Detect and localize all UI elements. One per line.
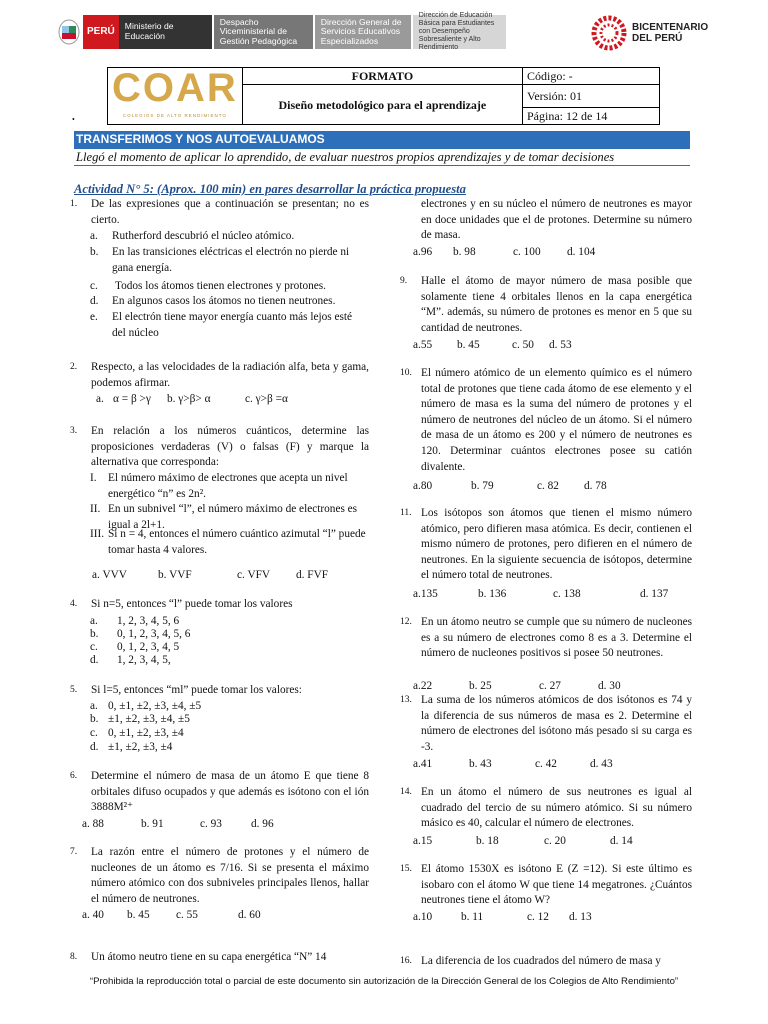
option-text: ±1, ±2, ±3, ±4, ±5 — [108, 713, 190, 725]
option: d. 14 — [610, 835, 633, 847]
question-number: 4. — [70, 599, 78, 609]
option: c. 50 — [512, 339, 534, 351]
option: d. — [90, 741, 99, 753]
bicentenario-logo — [590, 14, 708, 52]
option: d. 137 — [640, 588, 669, 600]
question-text: Halle el átomo de mayor número de masa posible que solamente tiene 4 orbitales llenos en la capa energética “M”. además, su número de protones es menor en 5 que su cantidad de neutrones. — [421, 275, 692, 334]
viceministry-box: Despacho Viceministerial de Gestión Pedagógica — [214, 15, 313, 49]
option: c. 93 — [200, 818, 222, 830]
option: d. 13 — [569, 911, 592, 923]
option-text: 0, ±1, ±2, ±3, ±4, ±5 — [108, 700, 202, 712]
question-text: La diferencia de los cuadrados del número de masa y — [421, 955, 661, 967]
format-subtitle: Diseño metodológico para el aprendizaje — [242, 85, 522, 125]
option: a. — [96, 393, 104, 405]
option: d. — [90, 295, 99, 307]
item-number: II. — [90, 503, 101, 515]
option: d. 78 — [584, 480, 607, 492]
option: d. 60 — [238, 909, 261, 921]
peru-label: PERÚ — [83, 15, 119, 49]
option: a.22 — [413, 680, 433, 692]
question-text: La razón entre el número de protones y el número de nucleones de un átomo es 7/16. Si se presenta el máximo número atómico con dos subniveles principales llenos, hallar el número de neutrones. — [91, 846, 369, 905]
option: b. 91 — [141, 818, 164, 830]
option: a.96 — [413, 246, 433, 258]
item-text: Si n = 4, entonces el número cuántico azimutal “l” puede tomar hasta 4 valores. — [108, 528, 366, 556]
item-text: En un subnivel “l”, el número máximo de electrones es igual a 2l+1. — [108, 503, 358, 531]
question-text: Respecto, a las velocidades de la radiación alfa, beta y gama, podemos afirmar. — [91, 361, 369, 389]
option: c. 55 — [176, 909, 198, 921]
peru-logo — [55, 15, 119, 49]
option: b. 11 — [461, 911, 484, 923]
option: b. 98 — [453, 246, 476, 258]
option: a.10 — [413, 911, 433, 923]
option: c. — [90, 727, 98, 739]
option: c. 138 — [553, 588, 581, 600]
gov-header — [55, 14, 506, 50]
ministry-box: Ministerio de Educación — [119, 15, 212, 49]
option: a.135 — [413, 588, 438, 600]
question-text: En un átomo neutro se cumple que su número de nucleones es a su número de electrones como 8 es a 3. Determine el número de nucleones positivos si posee 50 neutrones. — [421, 616, 692, 660]
question-number: 14. — [400, 787, 412, 797]
option: b. 25 — [469, 680, 492, 692]
option: b. 18 — [476, 835, 499, 847]
option-text: ±1, ±2, ±3, ±4 — [108, 741, 173, 753]
option-text: 1, 2, 3, 4, 5, — [117, 654, 171, 666]
option: b. 79 — [471, 480, 494, 492]
question-text: Determine el número de masa de un átomo E que tiene 8 orbitales difuso ocupados y que además es isótono con el ión 3888M²⁺ — [91, 770, 369, 814]
question-number: 5. — [70, 685, 78, 695]
question-text: Si l=5, entonces “ml” puede tomar los valores: — [91, 684, 302, 696]
question-number: 13. — [400, 695, 412, 705]
option: a.41 — [413, 758, 433, 770]
question-number: 8. — [70, 952, 78, 962]
option-text: 0, 1, 2, 3, 4, 5 — [117, 641, 180, 653]
option: a. 88 — [82, 818, 104, 830]
question-number: 7. — [70, 847, 78, 857]
option: c. 82 — [537, 480, 559, 492]
option: c. 20 — [544, 835, 566, 847]
option: c. 42 — [535, 758, 557, 770]
option: c. — [90, 280, 98, 292]
bicentenario-icon — [590, 14, 628, 52]
question-number: 12. — [400, 617, 412, 627]
question-number: 11. — [400, 508, 412, 518]
direction-general-box: Dirección General de Servicios Educativos Especializados — [315, 15, 411, 49]
option: a. — [90, 700, 98, 712]
question-text: En relación a los números cuánticos, determine las proposiciones verdaderas (V) o falsas (F) y marque la alternativa que corresponda: — [91, 425, 369, 469]
question-text: La suma de los números atómicos de dos isótonos es 74 y la diferencia de sus números de masa es 2. Determine el número de electrones del isótono más pesado si su carga es -3. — [421, 694, 692, 753]
option: b. — [90, 628, 99, 640]
direction-box: Dirección de Educación Básica para Estudiantes con Desempeño Sobresaliente y Alto Rendimiento — [413, 15, 506, 49]
option: a.55 — [413, 339, 433, 351]
section-subtitle: Llegó el momento de aplicar lo aprendido, de evaluar nuestros propios aprendizajes y de tomar decisiones — [74, 148, 690, 166]
section-title: TRANSFERIMOS Y NOS AUTOEVALUAMOS — [74, 131, 690, 148]
pagina-cell: Página: 12 de 14 — [523, 108, 660, 125]
question-text: Un átomo neutro tiene en su capa energética “N” 14 — [91, 951, 327, 963]
item-number: I. — [90, 472, 97, 484]
question-text: En un átomo el número de sus neutrones es igual al cuadrado del tercio de su número atómico. Si su número másico es 40, calcular el número de electrones. — [421, 786, 692, 830]
question-8-continued: electrones y en su núcleo el número de neutrones es mayor en doce unidades que el de protones. Determine su número de masa. — [421, 198, 692, 242]
option: c. VFV — [237, 569, 271, 581]
bicentenario-label: BICENTENARIO — [632, 22, 709, 33]
option: b. VVF — [158, 569, 192, 581]
option: c. 12 — [527, 911, 549, 923]
option-text: En las transiciones eléctricas el electrón no pierde ni gana energía. — [112, 246, 350, 274]
activity-title: Actividad N° 5: (Aprox. 100 min) en pares desarrollar la práctica propuesta — [74, 182, 466, 196]
item-text: El número máximo de electrones que acepta un nivel energético “n” es 2n². — [108, 472, 348, 500]
option: d. FVF — [296, 569, 329, 581]
option: c. γ>β =α — [245, 393, 288, 405]
option: c. 100 — [513, 246, 541, 258]
question-number: 9. — [400, 276, 408, 286]
option: d. 53 — [549, 339, 572, 351]
option: d. — [90, 654, 99, 666]
question-number: 3. — [70, 426, 78, 436]
option-text: α = β >γ — [113, 393, 151, 405]
footer-notice: “Prohibida la reproducción total o parcial de este documento sin autorización de la Dirección General de los Colegios de Alto Rendimiento” — [89, 976, 679, 987]
option: b. 136 — [478, 588, 507, 600]
option-text: El electrón tiene mayor energía cuanto más lejos esté del núcleo — [112, 311, 353, 339]
option: e. — [90, 311, 98, 323]
question-text: De las expresiones que a continuación se presentan; no es cierto. — [91, 198, 369, 226]
option: a. — [90, 230, 98, 242]
version-cell: Versión: 01 — [523, 85, 660, 108]
question-text: Si n=5, entonces “l” puede tomar los valores — [91, 598, 293, 610]
option: c. 27 — [539, 680, 561, 692]
coar-logo-text: COAR — [112, 66, 238, 110]
coar-logo — [108, 68, 243, 125]
question-number: 1. — [70, 199, 78, 209]
coar-logo-sub: COLEGIOS DE ALTO RENDIMIENTO — [122, 113, 227, 118]
del-peru-label: DEL PERÚ — [632, 33, 683, 44]
codigo-cell: Código: - — [523, 68, 660, 85]
option-text: Todos los átomos tienen electrones y protones. — [115, 280, 326, 292]
option-text: 0, ±1, ±2, ±3, ±4 — [108, 727, 184, 739]
option-text: En algunos casos los átomos no tienen neutrones. — [112, 295, 336, 307]
option: b. — [90, 246, 99, 258]
item-number: III. — [90, 528, 105, 540]
option: d. 96 — [251, 818, 274, 830]
question-number: 10. — [400, 368, 412, 378]
option: d. 30 — [598, 680, 621, 692]
format-title: FORMATO — [242, 68, 522, 85]
option: d. 104 — [567, 246, 596, 258]
question-number: 2. — [70, 362, 78, 372]
option: a. 40 — [82, 909, 104, 921]
question-number: 15. — [400, 864, 412, 874]
question-text: El átomo 1530X es isótono E (Z =12). Si este último es isobaro con el átomo W que tiene 14 megatrones. ¿Cuántos neutrones tiene el átomo W? — [421, 863, 692, 907]
option: c. — [90, 641, 98, 653]
option: a. VVV — [92, 569, 127, 581]
format-table — [107, 67, 660, 125]
question-number: 16. — [400, 956, 412, 966]
option: a.15 — [413, 835, 433, 847]
option: a. — [90, 615, 98, 627]
option-text: Rutherford descubrió el núcleo atómico. — [112, 230, 295, 242]
option: b. γ>β> α — [167, 393, 211, 405]
bullet-mark: • — [72, 115, 75, 124]
option: b. 45 — [457, 339, 480, 351]
question-text: Los isótopos son átomos que tienen el mismo número atómico, pero difieren masa atómica. Es decir, contienen el mismo número de protones, pero difieren en el número de neutrones. En la siguiente secuencia de isótopos, determine el número total de neutrones. — [421, 507, 692, 582]
option-text: 1, 2, 3, 4, 5, 6 — [117, 615, 180, 627]
option: d. 43 — [590, 758, 613, 770]
option: b. 43 — [469, 758, 492, 770]
coat-of-arms-icon — [55, 17, 83, 47]
option: a.80 — [413, 480, 433, 492]
question-number: 6. — [70, 771, 78, 781]
question-text: El número atómico de un elemento químico es el número total de protones que tiene cada átomo de ese elemento y el número de masa es la suma del número de protones y el número de neutrones del núcleo de un átomo. Si el número de masa de un átomo es 200 y el número de neutrones es 120. Determinar cuántos electrones posee su catión divalente. — [421, 367, 692, 473]
option-text: 0, 1, 2, 3, 4, 5, 6 — [117, 628, 191, 640]
option: b. 45 — [127, 909, 150, 921]
option: b. — [90, 713, 99, 725]
